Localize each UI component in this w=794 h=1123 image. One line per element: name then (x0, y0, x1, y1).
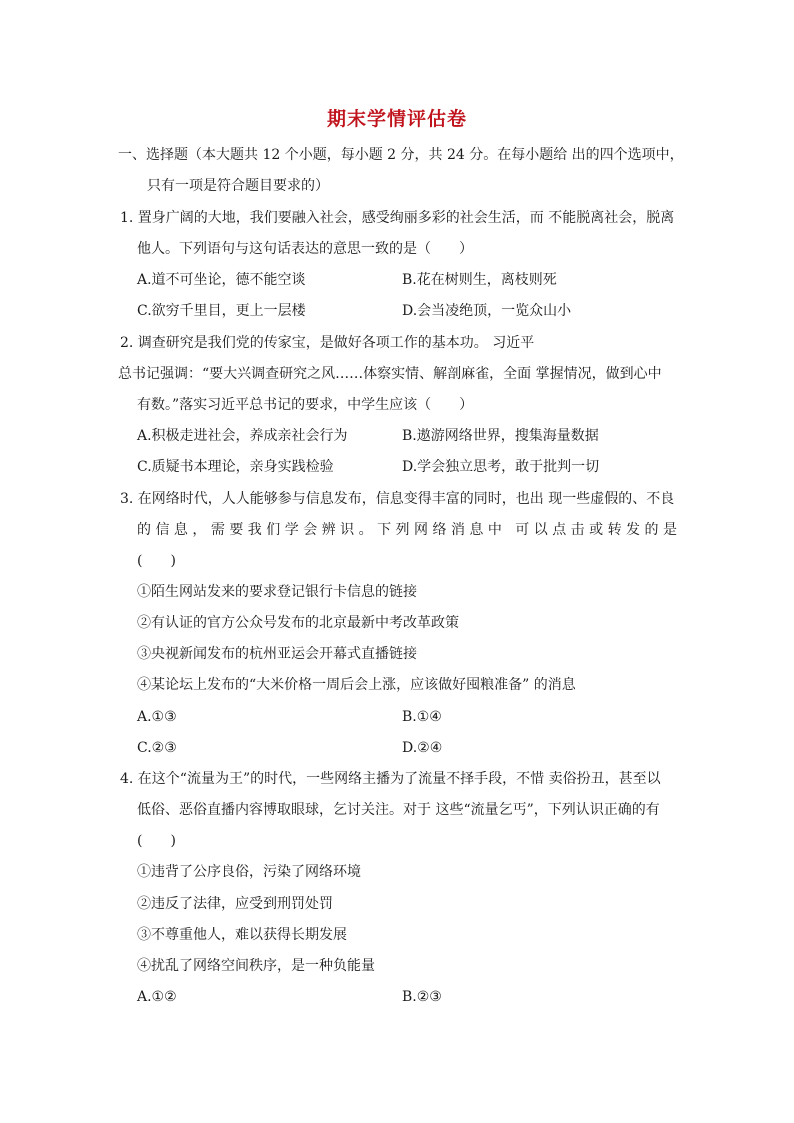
question-4-option-b: B.②③ (402, 989, 442, 1005)
question-3-stem-cont: 的信息，需要我们学会辨识。下列网络消息中 可以点击或转发的是 (137, 522, 677, 538)
question-2-option-b: B.遨游网络世界，搜集海量数据 (402, 428, 599, 444)
question-4-stem: 4. 在这个“流量为王”的时代，一些网络主播为了流量不择手段，不惜 卖俗扮丑，甚至以 (120, 771, 661, 787)
page-title: 期末学情评估卷 (326, 108, 467, 130)
question-2-stem-cont: 总书记强调：“要大兴调查研究之风……体察实情、解剖麻雀，全面 掌握情况，做到心中 (118, 366, 662, 382)
question-2-option-a: A.积极走进社会，养成亲社会行为 (137, 428, 348, 444)
question-1-option-d: D.会当凌绝顶，一览众山小 (402, 303, 572, 319)
question-4-option-a: A.①② (137, 989, 177, 1005)
question-2-option-c: C.质疑书本理论，亲身实践检验 (137, 459, 334, 475)
question-1-option-c: C.欲穷千里目，更上一层楼 (137, 303, 306, 319)
question-3-option-d: D.②④ (402, 740, 443, 756)
question-1-option-a: A.道不可坐论，德不能空谈 (137, 272, 306, 288)
question-2-stem: 2. 调查研究是我们党的传家宝，是做好各项工作的基本功。 习近平 (120, 335, 535, 351)
question-3-statement-1: ①陌生网站发来的要求登记银行卡信息的链接 (137, 584, 417, 600)
question-4-answer-bracket: ( ) (137, 833, 176, 849)
question-1-stem-cont: 他人。下列语句与这句话表达的意思一致的是（ ） (137, 241, 473, 257)
question-3-statement-4: ④某论坛上发布的“大米价格一周后会上涨，应该做好囤粮准备” 的消息 (137, 677, 576, 693)
question-1-option-b: B.花在树则生，离枝则死 (402, 272, 557, 288)
question-3-option-b: B.①④ (402, 709, 442, 725)
question-3-statement-3: ③央视新闻发布的杭州亚运会开幕式直播链接 (137, 646, 417, 662)
question-4-statement-3: ③不尊重他人，难以获得长期发展 (137, 927, 347, 943)
question-1-stem: 1. 置身广阔的大地，我们要融入社会，感受绚丽多彩的社会生活，而 不能脱离社会，脱离 (120, 210, 675, 226)
section-heading: 一、选择题（本大题共 12 个小题，每小题 2 分，共 24 分。在每小题给 出的四个选项中， (118, 147, 684, 163)
question-3-option-a: A.①③ (137, 709, 177, 725)
question-4-statement-1: ①违背了公序良俗，污染了网络环境 (137, 864, 361, 880)
question-4-statement-2: ②违反了法律，应受到刑罚处罚 (137, 896, 333, 912)
section-heading-cont: 只有一项是符合题目要求的） (147, 178, 329, 194)
question-2-stem-cont2: 有数。”落实习近平总书记的要求，中学生应该（ ） (137, 397, 474, 413)
question-4-stem-cont: 低俗、恶俗直播内容博取眼球，乞讨关注。对于 这些“流量乞丐”，下列认识正确的有 (137, 802, 660, 818)
question-3-statement-2: ②有认证的官方公众号发布的北京最新中考改革政策 (137, 615, 459, 631)
question-3-stem: 3. 在网络时代，人人能够参与信息发布，信息变得丰富的同时，也出 现一些虚假的、不良 (120, 491, 675, 507)
question-3-answer-bracket: ( ) (137, 553, 176, 569)
question-2-option-d: D.学会独立思考，敢于批判一切 (402, 459, 600, 475)
question-4-statement-4: ④扰乱了网络空间秩序，是一种负能量 (137, 958, 375, 974)
question-3-option-c: C.②③ (137, 740, 177, 756)
